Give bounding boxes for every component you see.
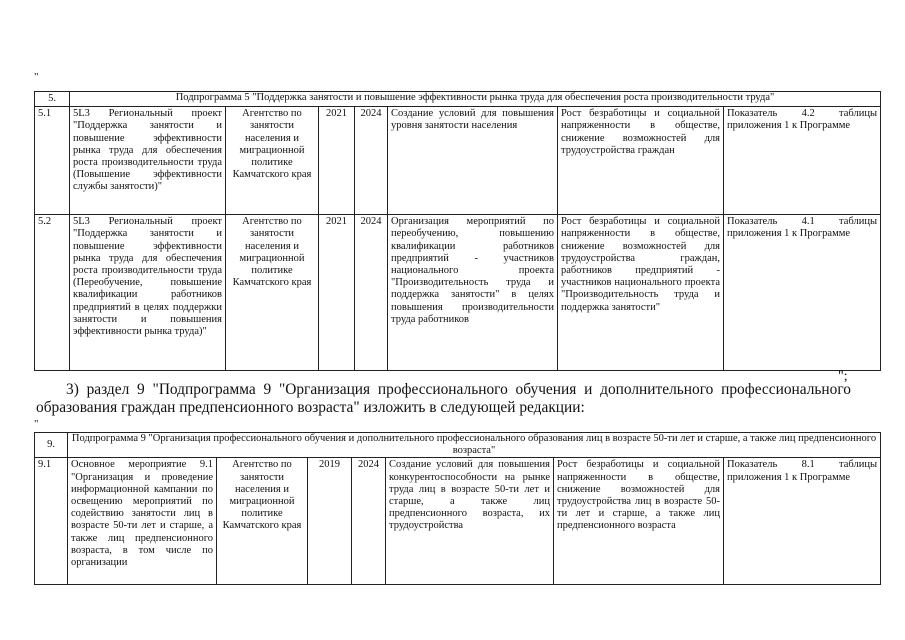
measure-name: 5L3 Региональный проект "Поддержка занятости и повышение эффективности рынка труда для обеспечения роста производительности труда (Повышение эффективности службы занятости)"	[70, 107, 226, 215]
row-number: 9.1	[35, 458, 68, 585]
table-row	[35, 458, 881, 585]
amendment-paragraph	[36, 381, 851, 417]
end-year: 2024	[355, 107, 388, 215]
subprogram-title: Подпрограмма 9 "Организация профессионального обучения и дополнительного профессионального образования лиц в возрасте 50-ти лет и старше, а также лиц предпенсионного возраста"	[68, 433, 881, 458]
section-number: 5.	[35, 92, 70, 107]
row-number: 5.2	[35, 215, 70, 371]
indicator-link: Показатель 8.1 таблицы приложения 1 к Программе	[724, 458, 881, 585]
indicator-link: Показатель 4.1 таблицы приложения 1 к Программе	[724, 215, 881, 371]
indicator-link: Показатель 4.2 таблицы приложения 1 к Программе	[724, 107, 881, 215]
start-year: 2019	[308, 458, 352, 585]
subprogram-title: Подпрограмма 5 "Поддержка занятости и повышение эффективности рынка труда для обеспечения роста производительности труда"	[70, 92, 881, 107]
table-header-row	[35, 92, 881, 107]
row-number: 5.1	[35, 107, 70, 215]
opening-quote-mark-2: "	[34, 418, 39, 430]
end-year: 2024	[352, 458, 386, 585]
executor: Агентство по занятости населения и миграционной политике Камчатского края	[226, 215, 319, 371]
expected-result: Создание условий для повышения конкурентоспособности на рынке труда лиц в возрасте 50-ти лет и старше, а также лиц предпенсионного возраста, их трудоустройства	[386, 458, 554, 585]
amendment-text: 3) раздел 9 "Подпрограмма 9 "Организация профессионального обучения и дополнительного профессионального образования граждан предпенсионного возраста" изложить в следующей редакции:	[36, 381, 851, 416]
consequences: Рост безработицы и социальной напряженности в обществе, снижение возможностей для трудоустройства лиц в возрасте 50-ти лет и старше, а также лиц предпенсионного возраста	[554, 458, 724, 585]
start-year: 2021	[319, 215, 355, 371]
opening-quote-mark: "	[34, 71, 39, 83]
subprogram-5-table	[34, 91, 881, 371]
subprogram-9-table	[34, 432, 881, 585]
section-number: 9.	[35, 433, 68, 458]
measure-name: Основное мероприятие 9.1 "Организация и проведение информационной кампании по освещению мероприятий по содействию занятости лиц в возрасте 50-ти лет и старше, а также лиц предпенсионного возраста, в том числе по организации	[68, 458, 217, 585]
consequences: Рост безработицы и социальной напряженности в обществе, снижение возможностей для трудоустройства граждан	[558, 107, 724, 215]
start-year: 2021	[319, 107, 355, 215]
end-year: 2024	[355, 215, 388, 371]
table-row	[35, 215, 881, 371]
closing-quote-mark: ";	[838, 369, 848, 384]
table-header-row	[35, 433, 881, 458]
executor: Агентство по занятости населения и миграционной политике Камчатского края	[217, 458, 308, 585]
expected-result: Создание условий для повышения уровня занятости населения	[388, 107, 558, 215]
expected-result: Организация мероприятий по переобучению, повышению квалификации работников предприятий - участников национального проекта "Производительность труда и поддержка занятости" в целях повышения производительности труда работников	[388, 215, 558, 371]
executor: Агентство по занятости населения и миграционной политике Камчатского края	[226, 107, 319, 215]
consequences: Рост безработицы и социальной напряженности в обществе, снижение возможностей для трудоустройства граждан, работников предприятий - участников национального проекта "Производительность труда и поддержка занятости"	[558, 215, 724, 371]
measure-name: 5L3 Региональный проект "Поддержка занятости и повышение эффективности рынка труда для обеспечения роста производительности труда (Переобучение, повышение квалификации работников предприятий в целях поддержки занятости и повышения эффективности рынка труда)"	[70, 215, 226, 371]
table-row	[35, 107, 881, 215]
